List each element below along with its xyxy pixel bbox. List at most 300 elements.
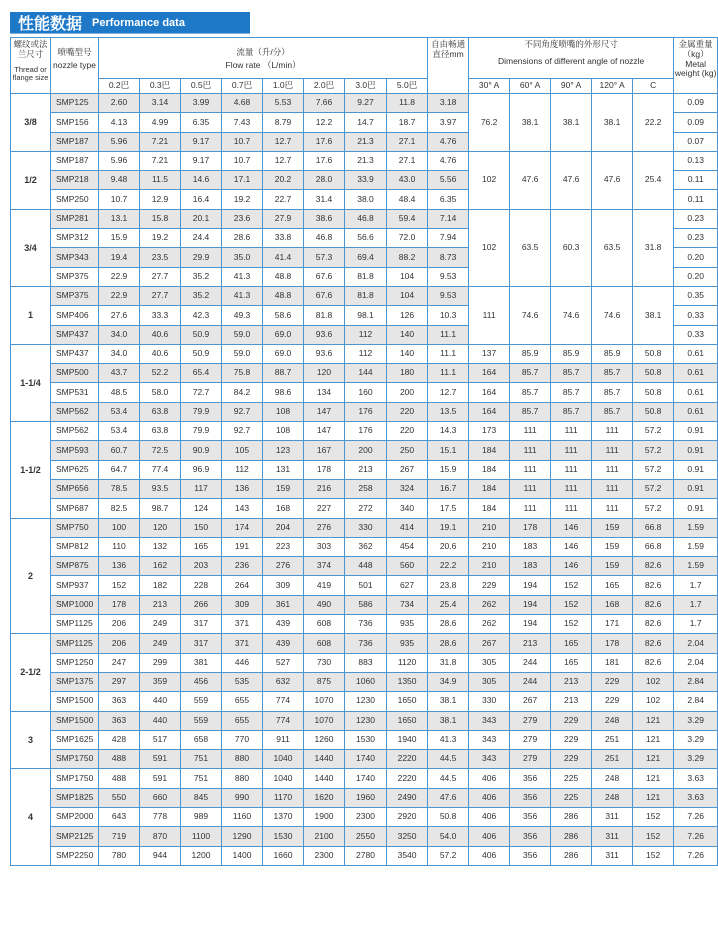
free-passage-cell: 9.53 — [428, 286, 469, 305]
free-passage-cell: 14.3 — [428, 422, 469, 441]
thread-size-cell: 1-1/4 — [11, 344, 51, 421]
flow-cell: 845 — [181, 788, 222, 807]
dimension-cell: 311 — [592, 807, 633, 826]
flow-cell: 50.9 — [181, 344, 222, 363]
dimension-cell: 50.8 — [633, 383, 674, 402]
dimension-cell: 229 — [592, 692, 633, 711]
table-row — [11, 750, 718, 769]
flow-cell: 535 — [222, 672, 263, 691]
flow-cell: 6.35 — [181, 113, 222, 132]
flow-cell: 18.7 — [387, 113, 428, 132]
flow-cell: 12.7 — [263, 132, 304, 151]
performance-table — [10, 37, 718, 866]
free-passage-cell: 7.94 — [428, 229, 469, 248]
flow-cell: 303 — [304, 537, 345, 556]
weight-cell: 0.61 — [674, 364, 718, 383]
thread-size-cell: 1/2 — [11, 151, 51, 209]
section-title — [10, 12, 250, 33]
flow-cell: 159 — [263, 479, 304, 498]
dimension-cell: 229 — [551, 730, 592, 749]
flow-cell: 736 — [345, 615, 387, 634]
flow-cell: 27.1 — [387, 132, 428, 151]
weight-cell: 0.20 — [674, 248, 718, 267]
flow-cell: 1530 — [345, 730, 387, 749]
weight-cell: 7.26 — [674, 846, 718, 865]
nozzle-type-cell: SMP531 — [51, 383, 99, 402]
flow-cell: 448 — [345, 557, 387, 576]
flow-cell: 108 — [263, 402, 304, 421]
dimension-cell: 82.6 — [633, 557, 674, 576]
flow-cell: 9.48 — [99, 171, 140, 190]
flow-cell: 249 — [140, 634, 181, 653]
flow-cell: 632 — [263, 672, 304, 691]
flow-cell: 27.7 — [140, 286, 181, 305]
free-passage-cell: 15.1 — [428, 441, 469, 460]
dimension-cell: 184 — [469, 499, 510, 518]
flow-cell: 440 — [140, 711, 181, 730]
pressure-header: 1.0巴 — [263, 79, 304, 94]
flow-cell: 46.8 — [304, 229, 345, 248]
flow-cell: 72.5 — [140, 441, 181, 460]
flow-cell: 12.2 — [304, 113, 345, 132]
flow-cell: 1740 — [345, 769, 387, 788]
flow-cell: 56.6 — [345, 229, 387, 248]
flow-cell: 4.99 — [140, 113, 181, 132]
flow-cell: 2220 — [387, 769, 428, 788]
dimension-cell: 63.5 — [510, 209, 551, 286]
flow-cell: 100 — [99, 518, 140, 537]
nozzle-type-cell: SMP312 — [51, 229, 99, 248]
weight-cell: 3.29 — [674, 750, 718, 769]
nozzle-type-cell: SMP937 — [51, 576, 99, 595]
flow-cell: 490 — [304, 595, 345, 614]
weight-cell: 0.61 — [674, 402, 718, 421]
dimension-cell: 248 — [592, 711, 633, 730]
flow-cell: 60.7 — [99, 441, 140, 460]
table-row — [11, 537, 718, 556]
flow-cell: 643 — [99, 807, 140, 826]
angle-header: 90° A — [551, 79, 592, 94]
flow-cell: 63.8 — [140, 402, 181, 421]
flow-cell: 136 — [222, 479, 263, 498]
dimension-cell: 267 — [510, 692, 551, 711]
nozzle-type-cell: SMP1500 — [51, 692, 99, 711]
free-passage-cell: 50.8 — [428, 807, 469, 826]
flow-cell: 2.60 — [99, 94, 140, 113]
flow-cell: 1900 — [304, 807, 345, 826]
weight-cell: 1.7 — [674, 595, 718, 614]
flow-cell: 29.9 — [181, 248, 222, 267]
pressure-header: 3.0巴 — [345, 79, 387, 94]
dimension-cell: 279 — [510, 730, 551, 749]
thread-size-cell: 4 — [11, 769, 51, 865]
flow-cell: 371 — [222, 634, 263, 653]
dimension-cell: 38.1 — [633, 286, 674, 344]
flow-cell: 48.8 — [263, 286, 304, 305]
free-passage-cell: 9.53 — [428, 267, 469, 286]
flow-cell: 34.0 — [99, 325, 140, 344]
flow-cell: 35.2 — [181, 286, 222, 305]
flow-cell: 81.8 — [304, 306, 345, 325]
angle-header: 30° A — [469, 79, 510, 94]
weight-cell: 2.84 — [674, 692, 718, 711]
flow-cell: 16.4 — [181, 190, 222, 209]
dimension-cell: 38.1 — [592, 94, 633, 152]
flow-cell: 2300 — [345, 807, 387, 826]
free-passage-cell: 16.7 — [428, 479, 469, 498]
flow-cell: 1230 — [345, 711, 387, 730]
nozzle-type-cell: SMP2250 — [51, 846, 99, 865]
nozzle-type-cell: SMP2000 — [51, 807, 99, 826]
dimensions-header-cn: 不同角度喷嘴的外形尺寸 — [524, 39, 618, 49]
flow-cell: 627 — [387, 576, 428, 595]
table-row — [11, 769, 718, 788]
pressure-header: 5.0巴 — [387, 79, 428, 94]
nozzle-type-cell: SMP375 — [51, 267, 99, 286]
free-passage-cell: 28.6 — [428, 615, 469, 634]
free-passage-cell: 41.3 — [428, 730, 469, 749]
dimension-cell: 356 — [510, 846, 551, 865]
nozzle-type-cell: SMP625 — [51, 460, 99, 479]
nozzle-type-cell: SMP812 — [51, 537, 99, 556]
flow-cell: 57.3 — [304, 248, 345, 267]
dimension-cell: 85.7 — [592, 383, 633, 402]
nozzle-type-cell: SMP375 — [51, 286, 99, 305]
dimension-cell: 66.8 — [633, 537, 674, 556]
nozzle-type-cell: SMP281 — [51, 209, 99, 228]
flow-cell: 2920 — [387, 807, 428, 826]
weight-cell: 0.23 — [674, 229, 718, 248]
flow-cell: 38.0 — [345, 190, 387, 209]
dimension-cell: 111 — [592, 479, 633, 498]
flow-cell: 126 — [387, 306, 428, 325]
nozzle-type-cell: SMP1125 — [51, 615, 99, 634]
flow-cell: 204 — [263, 518, 304, 537]
flow-cell: 200 — [387, 383, 428, 402]
free-passage-cell: 25.4 — [428, 595, 469, 614]
flow-cell: 53.4 — [99, 402, 140, 421]
free-passage-cell: 28.6 — [428, 634, 469, 653]
flow-cell: 150 — [181, 518, 222, 537]
flow-cell: 655 — [222, 692, 263, 711]
flow-cell: 67.6 — [304, 267, 345, 286]
flow-cell: 299 — [140, 653, 181, 672]
dimension-cell: 406 — [469, 788, 510, 807]
flow-cell: 1740 — [345, 750, 387, 769]
dimension-cell: 356 — [510, 807, 551, 826]
flow-cell: 160 — [345, 383, 387, 402]
dimension-cell: 85.7 — [510, 402, 551, 421]
flow-cell: 174 — [222, 518, 263, 537]
dimension-cell: 311 — [592, 827, 633, 846]
dimension-cell: 286 — [551, 827, 592, 846]
flow-cell: 88.7 — [263, 364, 304, 383]
flow-cell: 176 — [345, 422, 387, 441]
weight-cell: 0.91 — [674, 441, 718, 460]
table-row — [11, 422, 718, 441]
dimension-cell: 82.6 — [633, 634, 674, 653]
flow-cell: 35.2 — [181, 267, 222, 286]
flow-cell: 272 — [345, 499, 387, 518]
flow-cell: 213 — [345, 460, 387, 479]
dimension-cell: 25.4 — [633, 151, 674, 209]
flow-cell: 1070 — [304, 711, 345, 730]
weight-header-en: Metal weight (kg) — [674, 58, 717, 79]
flow-cell: 2220 — [387, 750, 428, 769]
flow-cell: 182 — [140, 576, 181, 595]
nozzle-type-cell: SMP1375 — [51, 672, 99, 691]
flow-cell: 1230 — [345, 692, 387, 711]
flow-cell: 944 — [140, 846, 181, 865]
nozzle-type-cell: SMP750 — [51, 518, 99, 537]
flow-cell: 220 — [387, 402, 428, 421]
dimension-cell: 194 — [510, 615, 551, 634]
flow-cell: 911 — [263, 730, 304, 749]
angle-header: C — [633, 79, 674, 94]
dimension-cell: 57.2 — [633, 460, 674, 479]
free-passage-cell: 17.5 — [428, 499, 469, 518]
flow-cell: 98.1 — [345, 306, 387, 325]
flow-cell: 1400 — [222, 846, 263, 865]
flow-cell: 770 — [222, 730, 263, 749]
flow-cell: 27.7 — [140, 267, 181, 286]
flow-cell: 236 — [222, 557, 263, 576]
flow-cell: 48.4 — [387, 190, 428, 209]
free-passage-cell: 4.76 — [428, 151, 469, 170]
dimension-cell: 111 — [510, 499, 551, 518]
flow-cell: 206 — [99, 615, 140, 634]
flow-cell: 751 — [181, 750, 222, 769]
flow-cell: 276 — [263, 557, 304, 576]
flow-cell: 19.2 — [222, 190, 263, 209]
table-row — [11, 151, 718, 170]
table-row — [11, 653, 718, 672]
flow-cell: 660 — [140, 788, 181, 807]
flow-cell: 7.21 — [140, 132, 181, 151]
nozzle-type-cell: SMP1750 — [51, 750, 99, 769]
dimension-cell: 57.2 — [633, 441, 674, 460]
flow-cell: 176 — [345, 402, 387, 421]
flow-cell: 1960 — [345, 788, 387, 807]
flow-cell: 2780 — [345, 846, 387, 865]
flow-cell: 608 — [304, 615, 345, 634]
flow-cell: 870 — [140, 827, 181, 846]
flow-cell: 112 — [345, 344, 387, 363]
nozzle-type-cell: SMP500 — [51, 364, 99, 383]
flow-header-cn: 流量（升/分） — [236, 46, 290, 57]
flow-cell: 132 — [140, 537, 181, 556]
flow-cell: 8.79 — [263, 113, 304, 132]
table-row — [11, 615, 718, 634]
weight-cell: 0.23 — [674, 209, 718, 228]
flow-cell: 297 — [99, 672, 140, 691]
flow-cell: 1040 — [263, 769, 304, 788]
flow-cell: 591 — [140, 769, 181, 788]
flow-cell: 730 — [304, 653, 345, 672]
flow-cell: 17.6 — [304, 132, 345, 151]
weight-cell: 3.29 — [674, 730, 718, 749]
flow-cell: 81.8 — [345, 286, 387, 305]
flow-cell: 124 — [181, 499, 222, 518]
table-row — [11, 286, 718, 305]
flow-cell: 264 — [222, 576, 263, 595]
flow-cell: 330 — [345, 518, 387, 537]
flow-cell: 374 — [304, 557, 345, 576]
weight-cell: 0.20 — [674, 267, 718, 286]
free-passage-cell: 10.3 — [428, 306, 469, 325]
flow-cell: 586 — [345, 595, 387, 614]
table-row — [11, 576, 718, 595]
nozzle-header-cn: 喷嘴型号 — [57, 47, 92, 57]
flow-cell: 105 — [222, 441, 263, 460]
flow-cell: 41.3 — [222, 267, 263, 286]
flow-cell: 33.8 — [263, 229, 304, 248]
free-passage-cell: 12.7 — [428, 383, 469, 402]
dimension-cell: 111 — [510, 479, 551, 498]
dimension-cell: 406 — [469, 807, 510, 826]
flow-cell: 75.8 — [222, 364, 263, 383]
flow-cell: 93.6 — [304, 344, 345, 363]
flow-cell: 21.3 — [345, 151, 387, 170]
flow-cell: 363 — [99, 711, 140, 730]
flow-cell: 63.8 — [140, 422, 181, 441]
flow-cell: 1100 — [181, 827, 222, 846]
flow-cell: 144 — [345, 364, 387, 383]
flow-cell: 440 — [140, 692, 181, 711]
weight-cell: 0.91 — [674, 422, 718, 441]
flow-cell: 77.4 — [140, 460, 181, 479]
flow-cell: 49.3 — [222, 306, 263, 325]
flow-cell: 3540 — [387, 846, 428, 865]
weight-cell: 1.7 — [674, 576, 718, 595]
free-passage-cell: 3.97 — [428, 113, 469, 132]
dimension-cell: 181 — [592, 653, 633, 672]
dimension-cell: 121 — [633, 769, 674, 788]
pressure-header: 0.5巴 — [181, 79, 222, 94]
flow-cell: 559 — [181, 692, 222, 711]
nozzle-type-cell: SMP343 — [51, 248, 99, 267]
table-row — [11, 634, 718, 653]
flow-cell: 40.6 — [140, 344, 181, 363]
dimension-cell: 146 — [551, 537, 592, 556]
flow-cell: 35.0 — [222, 248, 263, 267]
dimension-cell: 152 — [551, 595, 592, 614]
flow-cell: 22.9 — [99, 286, 140, 305]
flow-cell: 162 — [140, 557, 181, 576]
thread-size-cell: 3/4 — [11, 209, 51, 286]
table-row — [11, 94, 718, 113]
table-row — [11, 711, 718, 730]
table-row — [11, 479, 718, 498]
flow-cell: 1440 — [304, 750, 345, 769]
free-passage-cell: 34.9 — [428, 672, 469, 691]
dimension-cell: 184 — [469, 479, 510, 498]
weight-cell: 2.84 — [674, 672, 718, 691]
flow-cell: 220 — [387, 422, 428, 441]
dimension-cell: 248 — [592, 769, 633, 788]
free-passage-cell: 44.5 — [428, 750, 469, 769]
flow-cell: 147 — [304, 402, 345, 421]
flow-cell: 10.7 — [99, 190, 140, 209]
flow-cell: 3.99 — [181, 94, 222, 113]
flow-cell: 774 — [263, 711, 304, 730]
flow-cell: 658 — [181, 730, 222, 749]
flow-cell: 178 — [304, 460, 345, 479]
dimension-cell: 102 — [633, 672, 674, 691]
weight-cell: 2.04 — [674, 653, 718, 672]
flow-cell: 488 — [99, 769, 140, 788]
dimension-cell: 159 — [592, 518, 633, 537]
free-passage-cell: 11.1 — [428, 325, 469, 344]
dimension-cell: 50.8 — [633, 402, 674, 421]
dimension-cell: 343 — [469, 730, 510, 749]
weight-cell: 3.63 — [674, 788, 718, 807]
flow-cell: 41.4 — [263, 248, 304, 267]
dimension-cell: 50.8 — [633, 364, 674, 383]
flow-cell: 7.21 — [140, 151, 181, 170]
flow-cell: 247 — [99, 653, 140, 672]
weight-cell: 1.59 — [674, 518, 718, 537]
thread-size-cell: 1 — [11, 286, 51, 344]
flow-cell: 213 — [140, 595, 181, 614]
flow-cell: 1060 — [345, 672, 387, 691]
flow-cell: 20.1 — [181, 209, 222, 228]
flow-cell: 456 — [181, 672, 222, 691]
dimension-cell: 286 — [551, 807, 592, 826]
dimension-cell: 229 — [592, 672, 633, 691]
flow-cell: 120 — [304, 364, 345, 383]
flow-cell: 59.4 — [387, 209, 428, 228]
flow-cell: 1940 — [387, 730, 428, 749]
flow-cell: 559 — [181, 711, 222, 730]
nozzle-type-cell: SMP1825 — [51, 788, 99, 807]
dimension-cell: 343 — [469, 711, 510, 730]
dimension-cell: 267 — [469, 634, 510, 653]
weight-cell: 0.35 — [674, 286, 718, 305]
dimension-cell: 57.2 — [633, 499, 674, 518]
weight-cell: 0.61 — [674, 344, 718, 363]
flow-cell: 12.9 — [140, 190, 181, 209]
dimension-cell: 85.7 — [551, 364, 592, 383]
dimension-cell: 85.7 — [551, 402, 592, 421]
nozzle-type-cell: SMP562 — [51, 402, 99, 421]
flow-cell: 31.4 — [304, 190, 345, 209]
free-passage-cell: 15.9 — [428, 460, 469, 479]
flow-cell: 136 — [99, 557, 140, 576]
flow-cell: 249 — [140, 615, 181, 634]
flow-cell: 152 — [99, 576, 140, 595]
flow-cell: 11.8 — [387, 94, 428, 113]
flow-cell: 58.6 — [263, 306, 304, 325]
nozzle-type-cell: SMP1625 — [51, 730, 99, 749]
free-passage-cell: 20.6 — [428, 537, 469, 556]
free-passage-cell: 22.2 — [428, 557, 469, 576]
flow-cell: 258 — [345, 479, 387, 498]
dimension-cell: 63.5 — [592, 209, 633, 286]
dimension-cell: 152 — [633, 827, 674, 846]
dimension-cell: 111 — [551, 460, 592, 479]
dimension-cell: 74.6 — [551, 286, 592, 344]
flow-cell: 33.3 — [140, 306, 181, 325]
flow-cell: 9.27 — [345, 94, 387, 113]
flow-cell: 90.9 — [181, 441, 222, 460]
flow-cell: 22.9 — [99, 267, 140, 286]
flow-cell: 317 — [181, 634, 222, 653]
flow-cell: 14.7 — [345, 113, 387, 132]
free-passage-cell: 23.8 — [428, 576, 469, 595]
dimension-cell: 286 — [551, 846, 592, 865]
table-row — [11, 499, 718, 518]
